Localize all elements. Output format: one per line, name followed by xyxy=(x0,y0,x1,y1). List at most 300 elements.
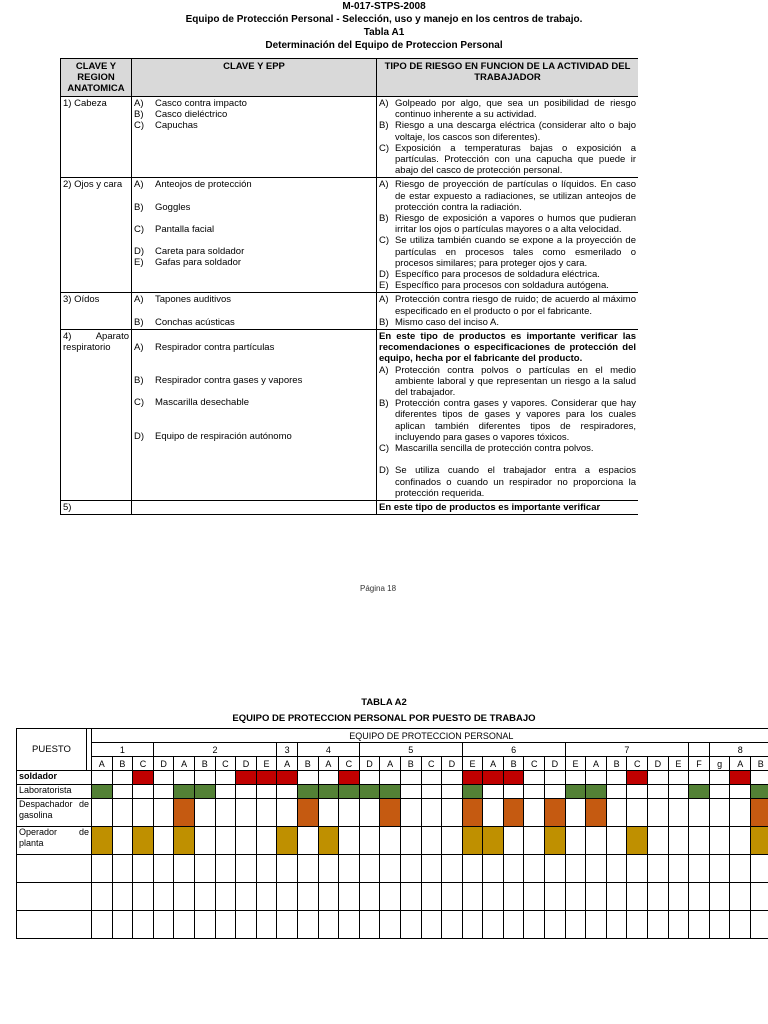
epp-group-number: 2 xyxy=(153,743,277,757)
epp-marked-cell xyxy=(462,785,483,799)
risk-item xyxy=(379,465,636,499)
epp-key: A) xyxy=(134,342,144,354)
table-a1-row xyxy=(61,178,639,293)
risk-cell xyxy=(377,330,639,501)
epp-letter: B xyxy=(194,757,215,771)
epp-cell xyxy=(153,771,174,785)
epp-cell xyxy=(359,855,380,883)
risk-cell xyxy=(377,178,639,293)
epp-cell xyxy=(751,883,768,911)
risk-item xyxy=(379,280,636,291)
epp-cell xyxy=(545,785,566,799)
epp-cell xyxy=(174,883,195,911)
epp-key: B) xyxy=(134,316,144,328)
epp-label: Gafas para soldador xyxy=(155,257,242,269)
epp-key: A) xyxy=(134,294,144,306)
epp-cell xyxy=(689,855,710,883)
epp-cell xyxy=(174,771,195,785)
region-cell: 3) Oídos xyxy=(61,293,132,330)
epp-cell xyxy=(689,911,710,939)
epp-cell xyxy=(709,799,730,827)
epp-marked-cell xyxy=(277,771,298,785)
risk-item xyxy=(379,294,636,316)
epp-marked-cell xyxy=(194,785,215,799)
epp-letter: A xyxy=(174,757,195,771)
epp-cell xyxy=(668,771,689,785)
risk-key: D) xyxy=(379,465,390,477)
epp-cell xyxy=(483,883,504,911)
epp-item xyxy=(134,246,374,257)
epp-cell xyxy=(648,911,669,939)
epp-cell xyxy=(339,799,360,827)
epp-item xyxy=(134,317,374,328)
epp-cell xyxy=(524,771,545,785)
epp-cell xyxy=(236,911,257,939)
epp-cell xyxy=(194,855,215,883)
epp-marked-cell xyxy=(751,785,768,799)
risk-item xyxy=(379,443,636,454)
epp-cell xyxy=(586,855,607,883)
epp-key: D) xyxy=(134,246,145,258)
epp-cell xyxy=(565,771,586,785)
epp-cell xyxy=(318,883,339,911)
epp-cell xyxy=(297,771,318,785)
spacer xyxy=(134,386,374,397)
epp-cell xyxy=(297,883,318,911)
epp-cell xyxy=(648,883,669,911)
table-a2-title: EQUIPO DE PROTECCION PERSONAL POR PUESTO DE TRABAJO xyxy=(232,713,536,724)
epp-group-number: 3 xyxy=(277,743,298,757)
table-a2-row xyxy=(17,827,768,855)
epp-cell xyxy=(153,785,174,799)
epp-cell xyxy=(112,771,133,785)
epp-label: Casco contra impacto xyxy=(155,98,247,109)
epp-cell xyxy=(606,827,627,855)
epp-cell xyxy=(421,771,442,785)
epp-label: Casco dieléctrico xyxy=(155,109,228,121)
table-a2-label: TABLA A2 xyxy=(361,697,407,708)
epp-item xyxy=(134,179,374,190)
document-subtitle: Equipo de Protección Personal - Selección, uso y manejo en los centros de trabajo. xyxy=(185,14,583,25)
epp-cell xyxy=(359,827,380,855)
epp-cell xyxy=(153,911,174,939)
epp-cell xyxy=(627,799,648,827)
risk-item xyxy=(379,98,636,120)
epp-cell xyxy=(730,855,751,883)
epp-letter: A xyxy=(92,757,113,771)
risk-text: Específico para procesos de soldadura eléctrica. xyxy=(395,269,600,281)
epp-letter: A xyxy=(586,757,607,771)
epp-cell xyxy=(545,855,566,883)
epp-letter: B xyxy=(112,757,133,771)
epp-letter: B xyxy=(503,757,524,771)
epp-cell xyxy=(442,883,463,911)
epp-cell xyxy=(297,911,318,939)
epp-label: Anteojos de protección xyxy=(155,179,252,191)
epp-marked-cell xyxy=(730,771,751,785)
risk-item xyxy=(379,143,636,177)
epp-cell xyxy=(751,911,768,939)
epp-letter: D xyxy=(545,757,566,771)
spacer xyxy=(134,191,374,202)
epp-cell xyxy=(586,883,607,911)
epp-cell xyxy=(586,827,607,855)
epp-cell xyxy=(586,911,607,939)
epp-cell xyxy=(709,771,730,785)
risk-cell xyxy=(377,500,639,514)
epp-marked-cell xyxy=(462,771,483,785)
epp-cell xyxy=(194,827,215,855)
epp-cell xyxy=(730,911,751,939)
risk-text: Mismo caso del inciso A. xyxy=(395,316,500,328)
epp-cell xyxy=(421,799,442,827)
epp-key: B) xyxy=(134,109,144,121)
epp-cell xyxy=(524,799,545,827)
epp-cell xyxy=(442,771,463,785)
epp-cell xyxy=(339,827,360,855)
table-a1-row xyxy=(61,293,639,330)
epp-cell xyxy=(565,911,586,939)
epp-letter: D xyxy=(442,757,463,771)
epp-cell xyxy=(256,883,277,911)
epp-cell xyxy=(359,799,380,827)
epp-cell xyxy=(92,799,113,827)
epp-cell xyxy=(400,911,421,939)
epp-cell xyxy=(606,771,627,785)
epp-cell xyxy=(565,827,586,855)
epp-marked-cell xyxy=(689,785,710,799)
epp-cell xyxy=(359,771,380,785)
epp-marked-cell xyxy=(92,827,113,855)
epp-marked-cell xyxy=(483,827,504,855)
epp-cell xyxy=(400,785,421,799)
epp-cell xyxy=(153,855,174,883)
epp-letter: B xyxy=(751,757,768,771)
region-cell: 1) Cabeza xyxy=(61,97,132,178)
table-a1-row xyxy=(61,330,639,501)
epp-cell xyxy=(277,911,298,939)
region-cell: 5) xyxy=(61,500,132,514)
puesto-label: soldador xyxy=(17,771,92,785)
epp-group-number xyxy=(689,743,710,757)
risk-item xyxy=(379,213,636,235)
epp-cell xyxy=(400,799,421,827)
epp-cell xyxy=(256,785,277,799)
epp-cell xyxy=(256,911,277,939)
epp-cell xyxy=(524,883,545,911)
epp-cell xyxy=(442,911,463,939)
epp-cell xyxy=(359,883,380,911)
epp-item xyxy=(134,294,374,305)
epp-marked-cell xyxy=(586,799,607,827)
epp-cell xyxy=(400,883,421,911)
epp-letter: B xyxy=(606,757,627,771)
epp-cell xyxy=(730,883,751,911)
epp-cell xyxy=(606,785,627,799)
epp-marked-cell xyxy=(297,799,318,827)
epp-cell xyxy=(421,827,442,855)
epp-cell xyxy=(297,855,318,883)
epp-cell xyxy=(524,785,545,799)
epp-cell xyxy=(112,827,133,855)
spacer xyxy=(134,353,374,375)
epp-cell xyxy=(751,771,768,785)
table-a2-group-row xyxy=(17,743,768,757)
epp-cell xyxy=(400,827,421,855)
epp-cell xyxy=(709,911,730,939)
region-cell: 4) Aparato respiratorio xyxy=(61,330,132,501)
epp-cell xyxy=(380,771,401,785)
epp-cell xyxy=(545,911,566,939)
epp-cell xyxy=(709,883,730,911)
epp-cell xyxy=(256,827,277,855)
epp-group-number: 8 xyxy=(709,743,768,757)
epp-cell xyxy=(277,799,298,827)
epp-cell xyxy=(421,855,442,883)
epp-letter: A xyxy=(730,757,751,771)
epp-cell xyxy=(112,883,133,911)
epp-marked-cell xyxy=(339,785,360,799)
epp-label: Respirador contra partículas xyxy=(155,342,275,354)
epp-letter: A xyxy=(277,757,298,771)
epp-cell xyxy=(256,799,277,827)
risk-text: Riesgo de proyección de partículas o líquidos. En caso de estar expuesto a radiaciones, se utilizan anteojos de protección contra la radiación. xyxy=(395,179,636,213)
table-a1 xyxy=(60,58,638,515)
spacer xyxy=(134,235,374,246)
epp-item xyxy=(134,257,374,268)
epp-marked-cell xyxy=(318,827,339,855)
epp-group-header: EQUIPO DE PROTECCION PERSONAL xyxy=(92,729,768,743)
epp-cell xyxy=(277,855,298,883)
epp-cell xyxy=(194,771,215,785)
epp-marked-cell xyxy=(565,785,586,799)
epp-cell xyxy=(689,799,710,827)
epp-marked-cell xyxy=(483,771,504,785)
epp-cell xyxy=(462,855,483,883)
risk-item xyxy=(379,317,636,328)
epp-cell xyxy=(709,785,730,799)
epp-group-number: 4 xyxy=(297,743,359,757)
epp-marked-cell xyxy=(92,785,113,799)
puesto-label xyxy=(17,911,92,939)
epp-cell xyxy=(153,827,174,855)
epp-cell xyxy=(668,911,689,939)
epp-letter: D xyxy=(359,757,380,771)
epp-label: Conchas acústicas xyxy=(155,316,235,328)
epp-label: Goggles xyxy=(155,201,191,213)
risk-key: D) xyxy=(379,269,390,281)
risk-key: C) xyxy=(379,443,390,455)
risk-key: B) xyxy=(379,213,389,225)
epp-key: D) xyxy=(134,430,145,442)
epp-cell xyxy=(503,855,524,883)
epp-cell xyxy=(421,785,442,799)
risk-item xyxy=(379,398,636,443)
risk-cell xyxy=(377,293,639,330)
epp-cell xyxy=(709,827,730,855)
epp-key: A) xyxy=(134,98,144,109)
risk-key: A) xyxy=(379,294,389,306)
puesto-label: Laboratorista xyxy=(17,785,92,799)
epp-cell xyxy=(215,799,236,827)
spacer xyxy=(134,409,374,431)
epp-marked-cell xyxy=(133,827,154,855)
epp-marked-cell xyxy=(545,827,566,855)
epp-cell xyxy=(586,771,607,785)
epp-cell xyxy=(545,883,566,911)
risk-cell xyxy=(377,97,639,178)
table-a2-row xyxy=(17,883,768,911)
epp-cell xyxy=(339,855,360,883)
epp-cell xyxy=(112,911,133,939)
epp-cell xyxy=(730,785,751,799)
table-a1-body xyxy=(61,97,639,515)
table-a1-row xyxy=(61,500,639,514)
risk-text: Protección contra riesgo de ruido; de acuerdo al máximo especificado en el producto o por el fabricante. xyxy=(395,294,636,317)
epp-marked-cell xyxy=(236,771,257,785)
epp-cell xyxy=(606,883,627,911)
epp-cell xyxy=(648,799,669,827)
header-region: CLAVE Y REGION ANATOMICA xyxy=(61,59,132,97)
epp-cell xyxy=(565,883,586,911)
epp-letter: C xyxy=(524,757,545,771)
epp-marked-cell xyxy=(503,771,524,785)
epp-marked-cell xyxy=(277,827,298,855)
epp-marked-cell xyxy=(133,771,154,785)
epp-cell xyxy=(297,827,318,855)
epp-cell xyxy=(339,911,360,939)
epp-marked-cell xyxy=(174,785,195,799)
epp-cell xyxy=(442,855,463,883)
epp-cell xyxy=(215,771,236,785)
epp-cell xyxy=(689,827,710,855)
table-a2-letter-row xyxy=(17,757,768,771)
epp-cell xyxy=(194,911,215,939)
epp-item xyxy=(134,431,374,442)
epp-letter: B xyxy=(297,757,318,771)
epp-cell xyxy=(606,855,627,883)
epp-letter: A xyxy=(380,757,401,771)
risk-item xyxy=(379,235,636,269)
epp-letter: C xyxy=(215,757,236,771)
risk-key: A) xyxy=(379,179,389,191)
epp-cell xyxy=(277,785,298,799)
risk-item xyxy=(379,365,636,399)
epp-item xyxy=(134,202,374,213)
epp-key: B) xyxy=(134,375,144,387)
epp-cell xyxy=(648,785,669,799)
epp-cell xyxy=(132,293,377,330)
epp-cell xyxy=(462,883,483,911)
risk-text: Específico para procesos con soldadura autógena. xyxy=(395,280,609,292)
epp-cell xyxy=(318,799,339,827)
epp-cell xyxy=(668,883,689,911)
epp-cell xyxy=(503,883,524,911)
epp-letter: E xyxy=(462,757,483,771)
epp-marked-cell xyxy=(380,785,401,799)
epp-item xyxy=(134,375,374,386)
header-epp: CLAVE Y EPP xyxy=(132,59,377,97)
epp-marked-cell xyxy=(627,827,648,855)
epp-cell xyxy=(132,500,377,514)
epp-cell xyxy=(215,855,236,883)
epp-cell xyxy=(442,827,463,855)
epp-letter: A xyxy=(483,757,504,771)
epp-cell xyxy=(194,883,215,911)
epp-marked-cell xyxy=(751,827,768,855)
epp-marked-cell xyxy=(462,799,483,827)
risk-key: C) xyxy=(379,235,390,247)
epp-letter: E xyxy=(668,757,689,771)
epp-cell xyxy=(627,785,648,799)
epp-cell xyxy=(730,827,751,855)
epp-cell xyxy=(421,883,442,911)
epp-cell xyxy=(668,799,689,827)
risk-note: En este tipo de productos es importante verificar xyxy=(379,501,601,513)
puesto-label: Despachador de gasolina xyxy=(17,799,92,827)
epp-label: Careta para soldador xyxy=(155,246,245,258)
spacer xyxy=(134,331,374,342)
table-a1-title: Determinación del Equipo de Proteccion Personal xyxy=(265,40,503,51)
epp-cell xyxy=(277,883,298,911)
epp-marked-cell xyxy=(586,785,607,799)
epp-cell xyxy=(606,911,627,939)
epp-group-number: 5 xyxy=(359,743,462,757)
epp-key: B) xyxy=(134,201,144,213)
epp-marked-cell xyxy=(339,771,360,785)
table-a2-header-row xyxy=(17,729,768,743)
risk-key: A) xyxy=(379,98,389,109)
epp-cell xyxy=(92,883,113,911)
epp-letter: D xyxy=(236,757,257,771)
risk-item xyxy=(379,269,636,280)
epp-cell xyxy=(215,911,236,939)
epp-label: Mascarilla desechable xyxy=(155,397,249,409)
epp-cell xyxy=(92,771,113,785)
epp-cell xyxy=(483,911,504,939)
epp-letter: g xyxy=(709,757,730,771)
epp-item xyxy=(134,98,374,109)
epp-group-number: 7 xyxy=(565,743,689,757)
epp-marked-cell xyxy=(380,799,401,827)
epp-cell xyxy=(133,883,154,911)
epp-key: C) xyxy=(134,397,145,409)
epp-letter: C xyxy=(627,757,648,771)
risk-text: Protección contra gases y vapores. Considerar que hay diferentes tipos de gases y vapores para los cuales aplican también diferentes tipos de respiradores, incluyendo para gases o vapores tóxicos. xyxy=(395,398,636,443)
risk-key: A) xyxy=(379,364,389,376)
table-a1-row xyxy=(61,97,639,178)
epp-cell xyxy=(503,911,524,939)
epp-cell xyxy=(627,883,648,911)
epp-letter: F xyxy=(689,757,710,771)
epp-cell xyxy=(194,799,215,827)
epp-key: C) xyxy=(134,120,145,132)
epp-marked-cell xyxy=(503,799,524,827)
risk-key: B) xyxy=(379,120,389,132)
epp-letter: E xyxy=(256,757,277,771)
epp-cell xyxy=(380,883,401,911)
epp-cell xyxy=(112,799,133,827)
epp-cell xyxy=(236,883,257,911)
epp-cell xyxy=(132,178,377,293)
epp-key: E) xyxy=(134,257,144,269)
epp-cell xyxy=(565,855,586,883)
puesto-label xyxy=(17,883,92,911)
table-a2-row xyxy=(17,785,768,799)
epp-cell xyxy=(668,785,689,799)
header-risk: TIPO DE RIESGO EN FUNCION DE LA ACTIVIDAD DEL TRABAJADOR xyxy=(377,59,639,97)
epp-cell xyxy=(153,883,174,911)
